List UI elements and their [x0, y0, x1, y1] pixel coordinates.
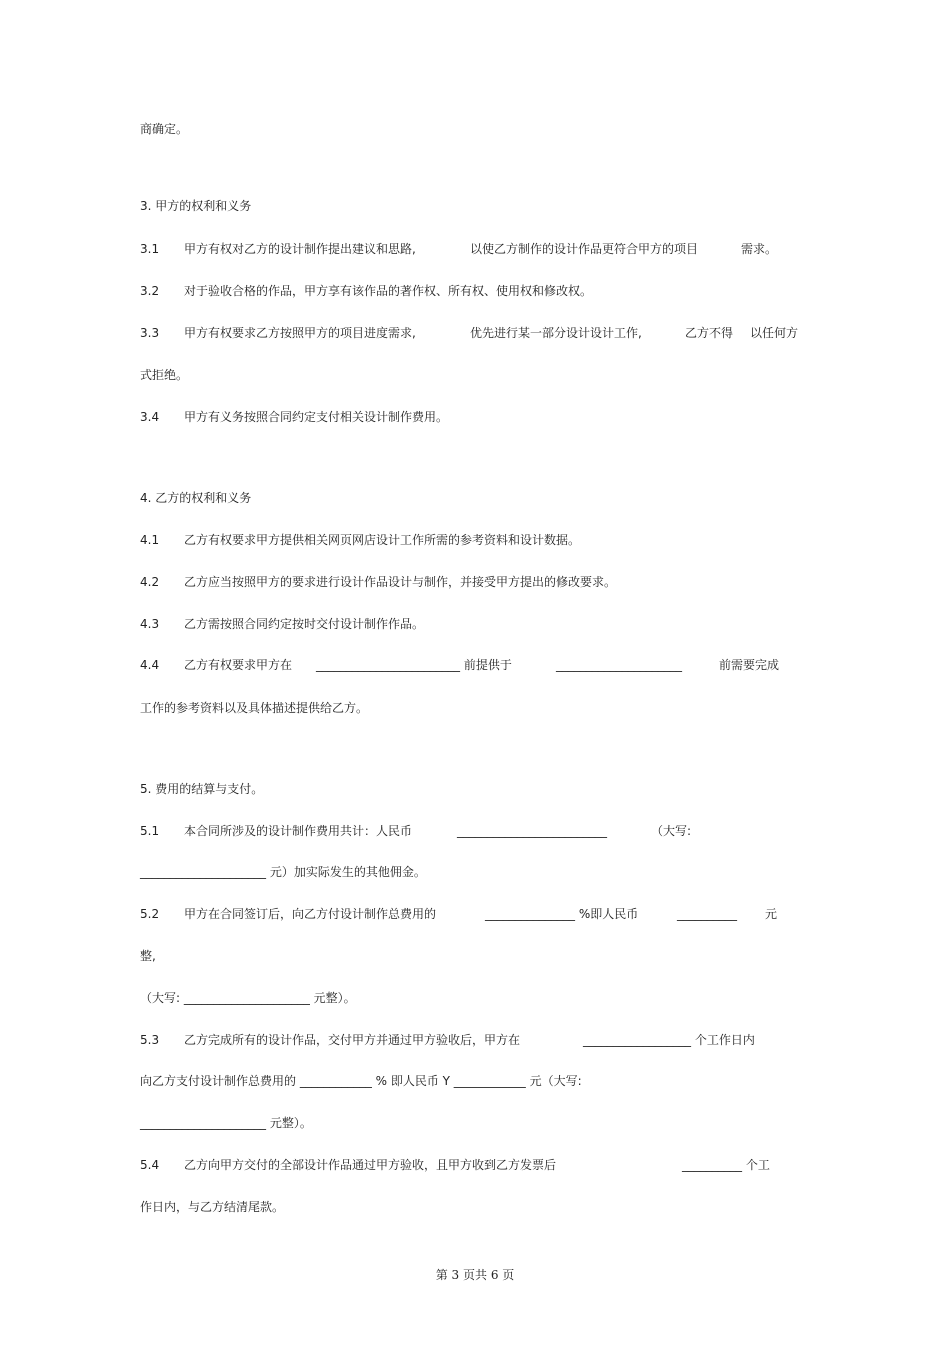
- clause-number: 3.2: [140, 284, 160, 298]
- text-line: _____________________ 元）加实际发生的其他佣金。: [140, 865, 426, 879]
- clause-text: 优先进行某一部分设计设计工作,: [470, 326, 642, 340]
- text-line: 式拒绝。: [140, 368, 189, 382]
- blank-field: __________: [677, 907, 737, 921]
- clause-number: 5.1: [140, 824, 160, 838]
- clause-number: 4.3: [140, 617, 160, 631]
- clause-text: 乙方有权要求甲方在: [184, 658, 293, 672]
- clause-number: 4.2: [140, 575, 160, 589]
- text-line: 商确定。: [140, 122, 189, 136]
- clause-text: 乙方不得: [685, 326, 734, 340]
- text-line: 向乙方支付设计制作总费用的 ____________ % 即人民币 Y ____________ 元（大写:: [140, 1074, 582, 1088]
- clause-text: 需求。: [741, 242, 778, 256]
- clause-text: 本合同所涉及的设计制作费用共计：人民币: [184, 824, 413, 838]
- clause-number: 3.4: [140, 410, 160, 424]
- clause-text: 甲方有义务按照合同约定支付相关设计制作费用。: [184, 410, 449, 424]
- clause-text: 元: [765, 907, 778, 921]
- section-heading: 4. 乙方的权利和义务: [140, 491, 252, 505]
- blank-field: __________________ 个工作日内: [583, 1033, 755, 1047]
- clause-number: 5.2: [140, 907, 160, 921]
- text-line: 整,: [140, 949, 156, 963]
- clause-text: 乙方应当按照甲方的要求进行设计作品设计与制作，并接受甲方提出的修改要求。: [184, 575, 617, 589]
- clause-text: （大写:: [651, 824, 692, 838]
- text-line: 作日内，与乙方结清尾款。: [140, 1200, 285, 1214]
- blank-field: _____________________: [556, 658, 682, 672]
- clause-number: 3.1: [140, 242, 160, 256]
- clause-text: 甲方在合同签订后，向乙方付设计制作总费用的: [184, 907, 437, 921]
- blank-field: _________________________: [457, 824, 607, 838]
- clause-number: 5.3: [140, 1033, 160, 1047]
- clause-text: 乙方需按照合同约定按时交付设计制作作品。: [184, 617, 425, 631]
- text-line: （大写: _____________________ 元整）。: [140, 991, 356, 1005]
- blank-field: __________ 个工: [682, 1158, 770, 1172]
- clause-number: 4.1: [140, 533, 160, 547]
- clause-text: 甲方有权要求乙方按照甲方的项目进度需求,: [184, 326, 416, 340]
- clause-text: 乙方有权要求甲方提供相关网页网店设计工作所需的参考资料和设计数据。: [184, 533, 581, 547]
- blank-field: ________________________ 前提供于: [316, 658, 512, 672]
- clause-text: 乙方完成所有的设计作品，交付甲方并通过甲方验收后，甲方在: [184, 1033, 521, 1047]
- clause-text: 乙方向甲方交付的全部设计作品通过甲方验收，且甲方收到乙方发票后: [184, 1158, 557, 1172]
- clause-number: 3.3: [140, 326, 160, 340]
- text-line: 工作的参考资料以及具体描述提供给乙方。: [140, 701, 369, 715]
- text-line: _____________________ 元整）。: [140, 1116, 312, 1130]
- clause-text: 对于验收合格的作品，甲方享有该作品的著作权、所有权、使用权和修改权。: [184, 284, 593, 298]
- section-heading: 5. 费用的结算与支付。: [140, 782, 264, 796]
- clause-text: 前需要完成: [719, 658, 780, 672]
- page-footer: 第 3 页共 6 页: [435, 1268, 515, 1282]
- section-heading: 3. 甲方的权利和义务: [140, 199, 252, 213]
- clause-number: 5.4: [140, 1158, 160, 1172]
- clause-number: 4.4: [140, 658, 160, 672]
- clause-text: 甲方有权对乙方的设计制作提出建议和思路,: [184, 242, 416, 256]
- clause-text: 以使乙方制作的设计作品更符合甲方的项目: [470, 242, 699, 256]
- clause-text: 以任何方: [750, 326, 799, 340]
- blank-field: _______________ %即人民币: [485, 907, 639, 921]
